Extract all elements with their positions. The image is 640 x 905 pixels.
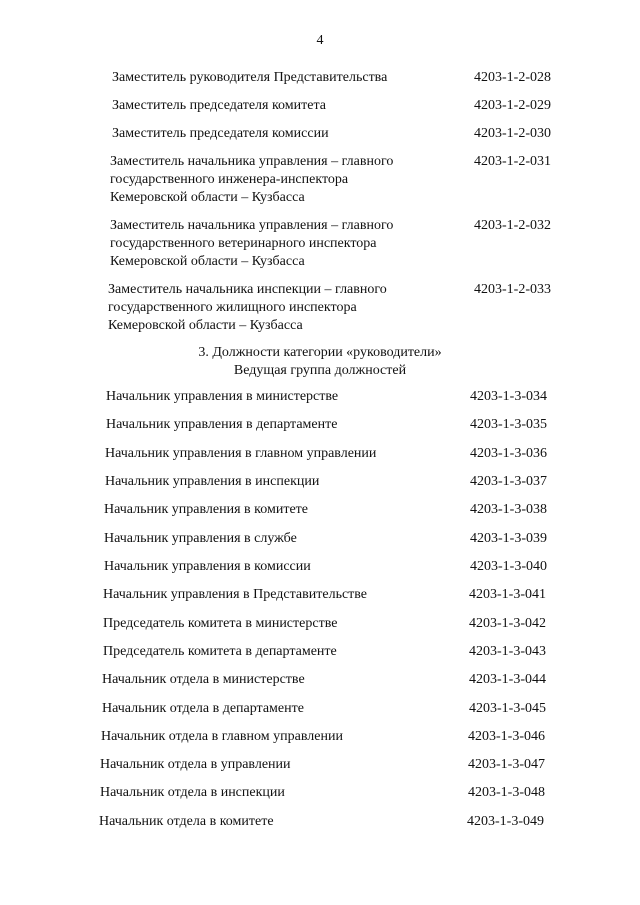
position-code: 4203-1-3-042	[469, 616, 546, 631]
position-name: Начальник отдела в управлении	[100, 757, 291, 772]
position-name: Председатель комитета в министерстве	[103, 616, 338, 631]
position-name: Начальник управления в министерстве	[106, 389, 339, 404]
position-name: Начальник отдела в комитете	[99, 814, 274, 829]
position-name: Заместитель начальника инспекции – главного государственного жилищного инспектора Кемеровской области – Кузбасса	[108, 282, 387, 333]
position-code: 4203-1-3-049	[467, 814, 544, 829]
position-name: Председатель комитета в департаменте	[103, 644, 337, 659]
position-code: 4203-1-3-041	[469, 587, 546, 602]
position-name: Заместитель начальника управления – главного государственного ветеринарного инспектора Кемеровской области – Кузбасса	[110, 218, 394, 269]
position-code: 4203-1-3-034	[470, 389, 547, 404]
section-subtitle: Ведущая группа должностей	[233, 363, 407, 378]
position-code: 4203-1-2-032	[474, 218, 551, 233]
position-name: Начальник управления в департаменте	[106, 417, 338, 432]
position-code: 4203-1-3-046	[468, 729, 545, 744]
position-name: Начальник управления в комитете	[104, 502, 309, 517]
page-number: 4	[316, 33, 324, 48]
position-code: 4203-1-2-031	[474, 154, 551, 169]
position-name: Начальник управления в службе	[104, 531, 297, 546]
position-code: 4203-1-3-043	[469, 644, 546, 659]
position-name: Начальник управления в Представительстве	[103, 587, 368, 602]
section-title: 3. Должности категории «руководители»	[198, 345, 442, 360]
position-code: 4203-1-2-029	[474, 98, 551, 113]
position-name: Начальник отдела в инспекции	[100, 785, 285, 800]
position-name: Начальник отдела в министерстве	[102, 672, 305, 687]
position-name: Заместитель председателя комитета	[112, 98, 326, 113]
position-code: 4203-1-3-045	[469, 701, 546, 716]
position-name: Заместитель начальника управления – главного государственного инженера-инспектора Кемеровской области – Кузбасса	[110, 154, 394, 205]
position-name: Начальник управления в инспекции	[105, 474, 320, 489]
position-code: 4203-1-2-030	[474, 126, 551, 141]
position-code: 4203-1-3-038	[470, 502, 547, 517]
position-code: 4203-1-3-037	[470, 474, 547, 489]
position-code: 4203-1-2-033	[474, 282, 551, 297]
position-code: 4203-1-3-048	[468, 785, 545, 800]
position-code: 4203-1-3-044	[469, 672, 546, 687]
position-name: Начальник отдела в главном управлении	[101, 729, 343, 744]
position-name: Начальник управления в комиссии	[104, 559, 311, 574]
position-code: 4203-1-3-036	[470, 446, 547, 461]
position-name: Заместитель руководителя Представительства	[112, 70, 388, 85]
position-name: Заместитель председателя комиссии	[112, 126, 329, 141]
position-code: 4203-1-3-047	[468, 757, 545, 772]
position-code: 4203-1-3-040	[470, 559, 547, 574]
position-code: 4203-1-3-035	[470, 417, 547, 432]
position-code: 4203-1-2-028	[474, 70, 551, 85]
position-code: 4203-1-3-039	[470, 531, 547, 546]
position-name: Начальник управления в главном управлении	[105, 446, 377, 461]
position-name: Начальник отдела в департаменте	[102, 701, 304, 716]
